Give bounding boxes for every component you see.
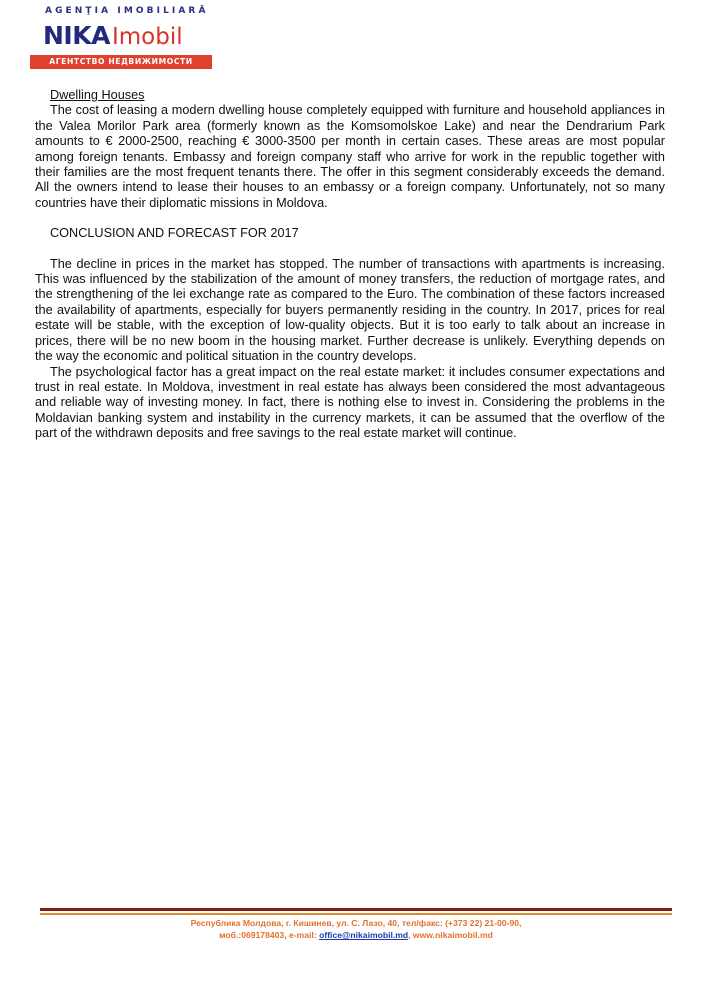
spacer: [35, 242, 665, 257]
conclusion-paragraph-2: The psychological factor has a great impact on the real estate market: it includes consumer expectations and trust in real estate. In Moldova, investment in real estate has always been considered the most advantageous and reliable way of investing money. In fact, there is nothing else to invest in. Considering the problems in the Moldavian banking system and instability in the currency markets, it can be assumed that the overflow of the part of the withdrawn deposits and free savings to the real estate market will continue.: [35, 364, 665, 441]
logo-brand-name: NIKA: [43, 21, 110, 50]
footer-contact-line: моб.:069178403, e-mail: office@nikaimobil.md, www.nikaimobil.md: [219, 930, 493, 940]
logo-tagline: АГЕНТСТВО НЕДВИЖИМОСТИ: [30, 55, 212, 69]
dwelling-houses-paragraph: The cost of leasing a modern dwelling house completely equipped with furniture and household appliances in the Valea Morilor Park area (formerly known as the Komsomolskoe Lake) and near the Dendrarium Park amounts to € 2000-2500, reaching € 3000-3500 per month in certain cases. These areas are most popular among foreign tenants. Embassy and foreign company staff who arrive for work in the republic together with their families are the most frequent tenants there. The offer in this segment considerably exceeds the demand. All the owners intend to lease their houses to an embassy or a foreign company. Unfortunately, not so many countries have their diplomatic missions in Moldova.: [35, 103, 665, 210]
footer-address-line: Республика Молдова, г. Кишинев, ул. С. Лазо, 40, тел/факс: (+373 22) 21-00-90,: [190, 918, 522, 928]
footer-email-link[interactable]: office@nikaimobil.md: [319, 930, 409, 940]
agency-logo: [30, 4, 220, 68]
conclusion-paragraph-1: The decline in prices in the market has stopped. The number of transactions with apartments is increasing. This was influenced by the stabilization of the amount of money transfers, the reduction of mortgage rates, and the strengthening of the lei exchange rate as compared to the Euro. The combination of these factors increased the availability of apartments, especially for buyers permanently residing in the country. In 2017, prices for real estate will be stable, with the exception of low-quality objects. But it is too early to talk about an increase in prices, there will be no new boom in the housing market. Further decrease is unlikely. Everything depends on the way the economic and political situation in the country develops.: [35, 256, 665, 364]
footer-divider-dark: [40, 908, 672, 911]
logo-brand: [43, 21, 183, 55]
spacer: [35, 211, 665, 226]
document-body: [35, 88, 665, 442]
dwelling-houses-heading: Dwelling Houses: [50, 88, 145, 102]
footer-website[interactable]: , www.nikaimobil.md: [408, 930, 493, 940]
footer-divider-light: [40, 913, 672, 915]
logo-brand-suffix: Imobil: [111, 24, 183, 50]
conclusion-heading: CONCLUSION AND FORECAST FOR 2017: [50, 226, 299, 241]
logo-agency-line: AGENŢIA IMOBILIARĂ: [45, 6, 209, 16]
footer-contact: [40, 917, 672, 941]
